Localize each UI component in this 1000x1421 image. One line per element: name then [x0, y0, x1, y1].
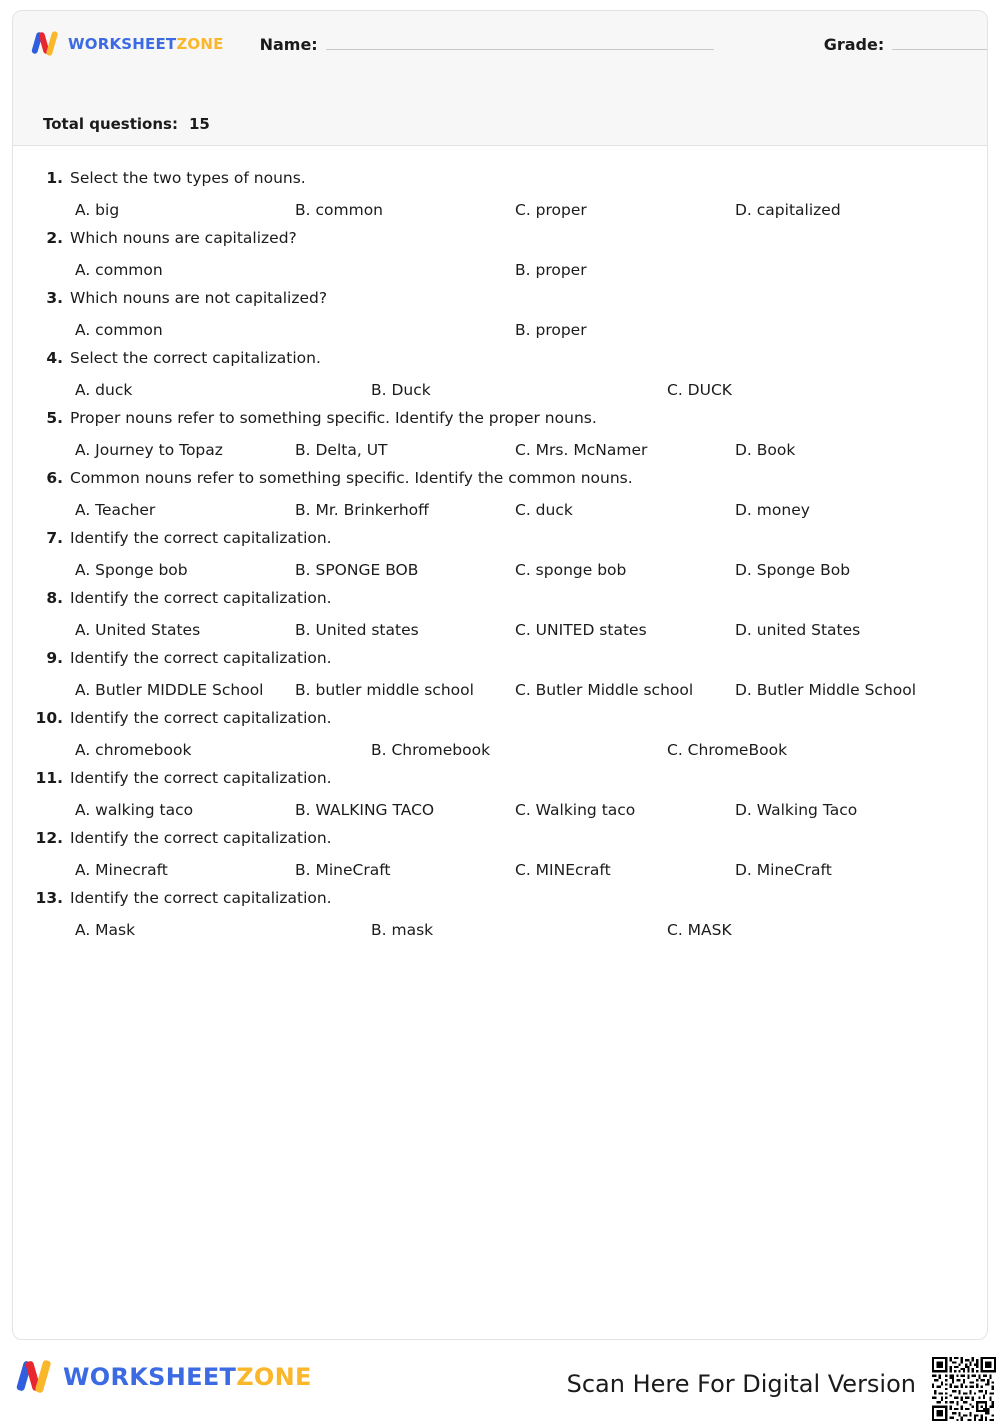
- question-number: 8.: [46, 589, 63, 607]
- question-block: [33, 529, 967, 579]
- qr-code-icon[interactable]: [932, 1357, 996, 1421]
- answer-option[interactable]: A. Minecraft: [75, 861, 168, 879]
- grade-input-line[interactable]: [892, 49, 988, 50]
- answer-option[interactable]: B. United states: [295, 621, 419, 639]
- question-text: Common nouns refer to something specific. Identify the common nouns.: [70, 469, 633, 487]
- question-number: 10.: [35, 709, 63, 727]
- answer-option[interactable]: B. Mr. Brinkerhoff: [295, 501, 429, 519]
- answer-option[interactable]: A. big: [75, 201, 120, 219]
- question-block: [33, 889, 967, 939]
- answer-option[interactable]: C. proper: [515, 201, 587, 219]
- question-text: Identify the correct capitalization.: [70, 649, 332, 667]
- question-header: [33, 589, 967, 607]
- question-number: 9.: [46, 649, 63, 667]
- answer-options-row: [33, 681, 967, 699]
- name-input-line[interactable]: [326, 49, 714, 50]
- answer-option[interactable]: D. Butler Middle School: [735, 681, 917, 699]
- answer-option[interactable]: D. united States: [735, 621, 861, 639]
- answer-option[interactable]: C. sponge bob: [515, 561, 627, 579]
- answer-options-row: [33, 801, 967, 819]
- page-footer: [0, 1352, 1000, 1414]
- question-header: [33, 829, 967, 847]
- answer-options-row: [33, 621, 967, 639]
- question-block: [33, 589, 967, 639]
- answer-option[interactable]: B. butler middle school: [295, 681, 474, 699]
- answer-option[interactable]: B. common: [295, 201, 383, 219]
- answer-options-row: [33, 441, 967, 459]
- question-header: [33, 889, 967, 907]
- question-header: [33, 649, 967, 667]
- brand-name-primary: WORKSHEET: [68, 35, 177, 53]
- question-header: [33, 529, 967, 547]
- qr-code-svg: [932, 1357, 996, 1421]
- worksheet-header: [13, 11, 987, 146]
- question-number: 13.: [35, 889, 63, 907]
- answer-option[interactable]: A. Mask: [75, 921, 136, 939]
- answer-options-row: [33, 201, 967, 219]
- answer-option[interactable]: A. Butler MIDDLE School: [75, 681, 264, 699]
- question-text: Identify the correct capitalization.: [70, 769, 332, 787]
- answer-option[interactable]: B. MineCraft: [295, 861, 391, 879]
- question-header: [33, 349, 967, 367]
- answer-options-row: [33, 261, 967, 279]
- question-header: [33, 289, 967, 307]
- question-header: [33, 769, 967, 787]
- question-number: 2.: [46, 229, 63, 247]
- answer-options-row: [33, 381, 967, 399]
- answer-option[interactable]: A. walking taco: [75, 801, 194, 819]
- question-text: Identify the correct capitalization.: [70, 889, 332, 907]
- name-label: Name:: [259, 34, 318, 54]
- answer-option[interactable]: D. MineCraft: [735, 861, 832, 879]
- question-number: 6.: [46, 469, 63, 487]
- answer-option[interactable]: B. proper: [515, 261, 587, 279]
- answer-options-row: [33, 501, 967, 519]
- question-text: Identify the correct capitalization.: [70, 589, 332, 607]
- answer-options-row: [33, 561, 967, 579]
- answer-option[interactable]: A. chromebook: [75, 741, 192, 759]
- answer-option[interactable]: A. common: [75, 261, 163, 279]
- question-number: 7.: [46, 529, 63, 547]
- answer-option[interactable]: C. MINEcraft: [515, 861, 611, 879]
- answer-option[interactable]: A. Teacher: [75, 501, 156, 519]
- answer-option[interactable]: A. duck: [75, 381, 133, 399]
- question-header: [33, 709, 967, 727]
- footer-brand: [18, 1360, 312, 1394]
- grade-label: Grade:: [823, 34, 885, 54]
- answer-option[interactable]: A. Journey to Topaz: [75, 441, 223, 459]
- worksheet-card: [12, 10, 988, 1340]
- question-text: Which nouns are not capitalized?: [70, 289, 328, 307]
- answer-option[interactable]: B. SPONGE BOB: [295, 561, 419, 579]
- answer-option[interactable]: A. United States: [75, 621, 201, 639]
- answer-option[interactable]: A. common: [75, 321, 163, 339]
- answer-option[interactable]: B. Duck: [371, 381, 431, 399]
- question-number: 3.: [46, 289, 63, 307]
- answer-option[interactable]: B. Chromebook: [371, 741, 491, 759]
- answer-option[interactable]: B. Delta, UT: [295, 441, 388, 459]
- question-text: Which nouns are capitalized?: [70, 229, 297, 247]
- question-block: [33, 469, 967, 519]
- answer-option[interactable]: C. ChromeBook: [667, 741, 788, 759]
- answer-option[interactable]: D. money: [735, 501, 810, 519]
- answer-options-row: [33, 321, 967, 339]
- questions-list: [13, 146, 987, 939]
- question-text: Select the correct capitalization.: [70, 349, 321, 367]
- answer-option[interactable]: B. mask: [371, 921, 434, 939]
- answer-option[interactable]: C. UNITED states: [515, 621, 647, 639]
- answer-options-row: [33, 861, 967, 879]
- question-block: [33, 649, 967, 699]
- question-number: 4.: [46, 349, 63, 367]
- question-text: Identify the correct capitalization.: [70, 709, 332, 727]
- answer-option[interactable]: D. Walking Taco: [735, 801, 858, 819]
- question-header: [33, 469, 967, 487]
- question-number: 1.: [46, 169, 63, 187]
- total-questions-value: 15: [188, 115, 210, 133]
- worksheet-zone-logo-icon: [18, 1360, 54, 1394]
- worksheet-zone-logo-icon: [33, 31, 61, 57]
- question-header: [33, 409, 967, 427]
- question-text: Proper nouns refer to something specific. Identify the proper nouns.: [70, 409, 597, 427]
- answer-option[interactable]: D. Sponge Bob: [735, 561, 851, 579]
- question-text: Identify the correct capitalization.: [70, 529, 332, 547]
- question-block: [33, 289, 967, 339]
- header-top-row: [13, 11, 987, 57]
- question-header: [33, 229, 967, 247]
- answer-option[interactable]: C. Mrs. McNamer: [515, 441, 648, 459]
- answer-option[interactable]: C. duck: [515, 501, 573, 519]
- scan-instruction-text: Scan Here For Digital Version: [566, 1370, 916, 1398]
- footer-brand-name-secondary: ZONE: [236, 1363, 312, 1391]
- answer-option[interactable]: D. capitalized: [735, 201, 841, 219]
- question-text: Select the two types of nouns.: [70, 169, 306, 187]
- question-block: [33, 349, 967, 399]
- answer-option[interactable]: C. Walking taco: [515, 801, 636, 819]
- answer-option[interactable]: D. Book: [735, 441, 796, 459]
- answer-option[interactable]: C. DUCK: [667, 381, 732, 399]
- footer-brand-wordmark: [63, 1363, 312, 1391]
- question-block: [33, 829, 967, 879]
- question-header: [33, 169, 967, 187]
- question-text: Identify the correct capitalization.: [70, 829, 332, 847]
- answer-option[interactable]: B. WALKING TACO: [295, 801, 435, 819]
- name-field[interactable]: [260, 35, 714, 54]
- total-questions-row: [43, 115, 210, 133]
- footer-brand-name-primary: WORKSHEET: [63, 1363, 237, 1391]
- answer-option[interactable]: B. proper: [515, 321, 587, 339]
- question-block: [33, 769, 967, 819]
- brand-name-secondary: ZONE: [176, 35, 224, 53]
- question-number: 5.: [46, 409, 63, 427]
- question-number: 11.: [35, 769, 63, 787]
- grade-field[interactable]: [824, 35, 988, 54]
- question-number: 12.: [35, 829, 63, 847]
- question-block: [33, 409, 967, 459]
- answer-options-row: [33, 741, 967, 759]
- question-block: [33, 229, 967, 279]
- answer-option[interactable]: C. Butler Middle school: [515, 681, 694, 699]
- question-block: [33, 169, 967, 219]
- question-block: [33, 709, 967, 759]
- answer-option[interactable]: A. Sponge bob: [75, 561, 188, 579]
- answer-option[interactable]: C. MASK: [667, 921, 732, 939]
- total-questions-label: Total questions:: [43, 115, 178, 133]
- brand-wordmark: [68, 35, 224, 53]
- answer-options-row: [33, 921, 967, 939]
